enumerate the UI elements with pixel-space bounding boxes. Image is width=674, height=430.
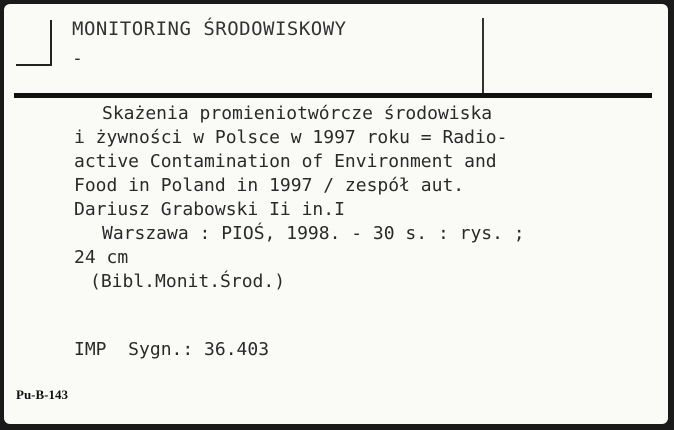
corner-mark-horizontal [16, 64, 52, 66]
imprint-line: Warszawa : PIOŚ, 1998. - 30 s. : rys. ; [102, 223, 525, 244]
title-line-3: active Contamination of Environment and [74, 151, 497, 172]
series-line: (Bibl.Monit.Środ.) [90, 271, 286, 292]
subject-subheading: - [72, 48, 83, 69]
dimensions-line: 24 cm [74, 247, 129, 268]
catalog-card [4, 4, 668, 424]
call-number-line: IMP Sygn.: 36.403 [74, 339, 270, 360]
header-rule [14, 93, 652, 98]
library-stamp: Pu-B-143 [16, 387, 68, 402]
corner-mark-vertical [50, 20, 52, 66]
title-line-4: Food in Poland in 1997 / zespół aut. [74, 175, 465, 196]
header-divider-vertical [482, 18, 484, 94]
author-line: Dariusz Grabowski Ii in.I [74, 199, 345, 220]
subject-heading: MONITORING ŚRODOWISKOWY [72, 18, 347, 40]
title-line-1: Skażenia promieniotwórcze środowiska [102, 103, 493, 124]
title-line-2: i żywności w Polsce w 1997 roku = Radio- [74, 127, 508, 148]
